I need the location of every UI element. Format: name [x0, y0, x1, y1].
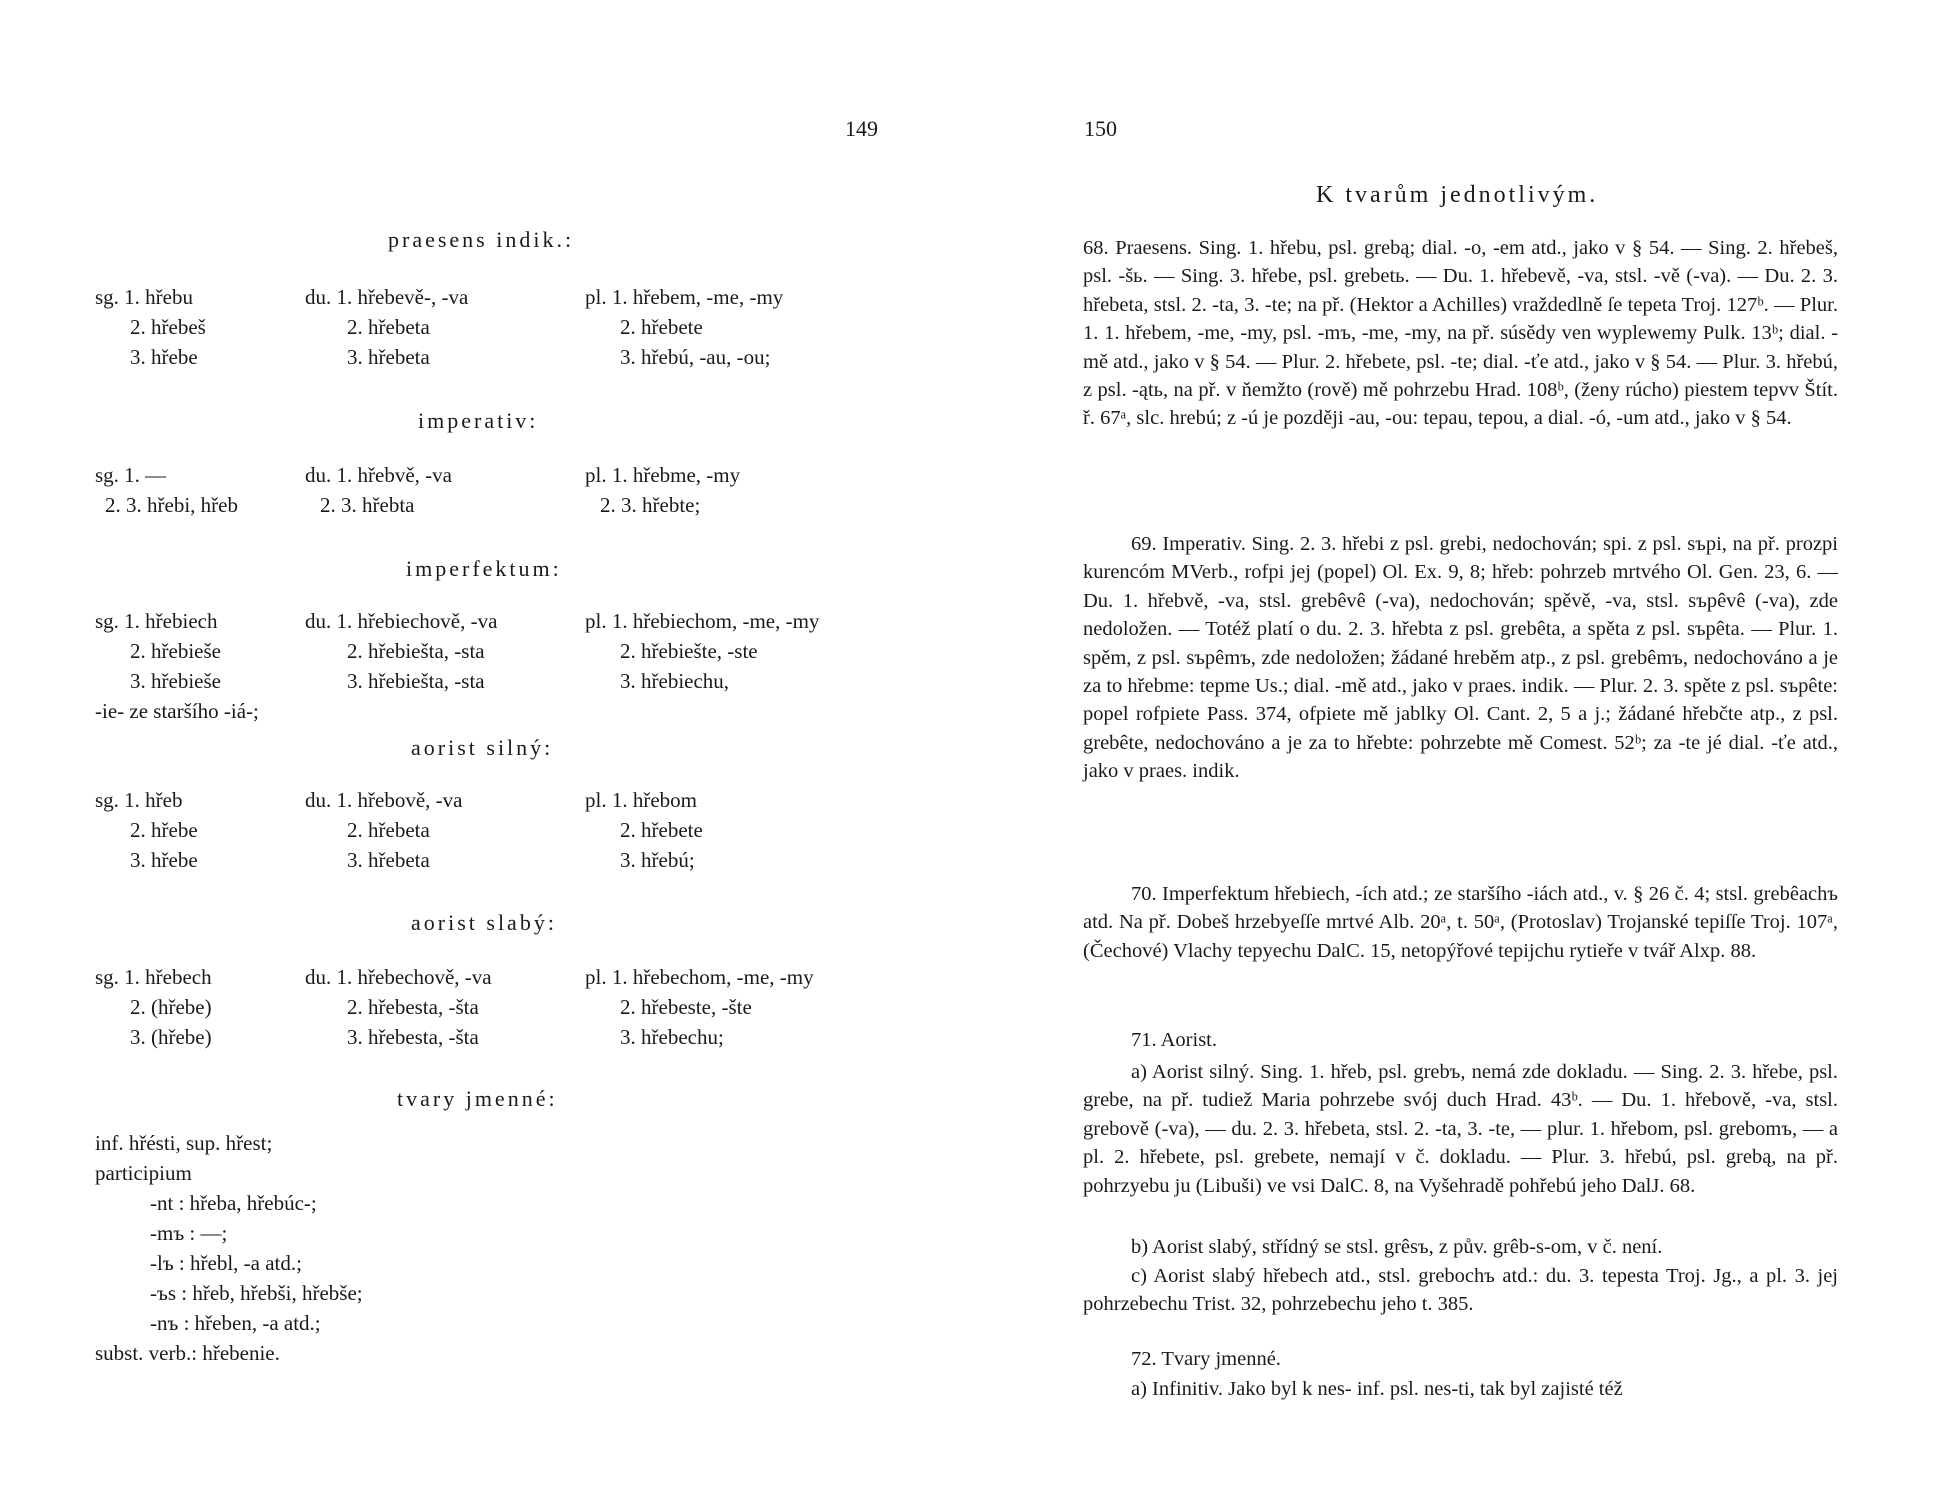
cell: 3. hřebú, -au, -ou; — [620, 345, 771, 369]
cell: pl. 1. hřebiechom, -me, -my — [585, 609, 820, 633]
heading-imperfektum: imperfektum: — [406, 556, 562, 581]
paragraph-71b: b) Aorist slabý, střídný se stsl. grêsъ, z pův. grêb-s-om, v č. není. — [1131, 1236, 1663, 1258]
paragraph-72a: a) Infinitiv. Jako byl k nes- inf. psl. nes-ti, tak byl zajisté též — [1131, 1378, 1623, 1400]
line: participium — [95, 1161, 192, 1185]
cell: 3. hřebeta — [347, 848, 430, 872]
cell: 3. hřebe — [130, 848, 198, 872]
cell: 2. 3. hřebta — [320, 493, 415, 517]
cell: sg. 1. — — [95, 463, 167, 487]
cell: 3. hřebú; — [620, 848, 695, 872]
page-title: K tvarům jednotlivým. — [1316, 182, 1599, 208]
cell: pl. 1. hřebem, -me, -my — [585, 285, 784, 309]
cell: 3. hřebe — [130, 345, 198, 369]
cell: 2. hřebeta — [347, 315, 430, 339]
heading-aorist-slaby: aorist slabý: — [411, 910, 557, 935]
cell: pl. 1. hřebechom, -me, -my — [585, 965, 814, 989]
cell: du. 1. hřebiechově, -va — [305, 609, 498, 633]
cell: sg. 1. hřeb — [95, 788, 183, 812]
heading-imperativ: imperativ: — [418, 408, 539, 433]
paragraph-71a: a) Aorist silný. Sing. 1. hřeb, psl. grebъ, nemá zde dokladu. — Sing. 2. 3. hřebe, psl. grebe, na př. tudiež Maria pohrzebe svój duch Hrad. 43ᵇ. — Du. 1. hřebově, -va, stsl. grebově (-va), — du. 2. 3. hřebeta, stsl. 2. -ta, 3. -te, — plur. 1. hřebom, psl. grebomъ, — a pl. 2. hřebete, psl. grebete, nemají v č. dokladu. — Plur. 3. hřebú, psl. grebą, na př. pohrzyebu ju (Libuši) ve vsi DalC. 8, na Vyšehradě pohřebú jeho DalJ. 68. — [1083, 1061, 1838, 1197]
cell: pl. 1. hřebme, -my — [585, 463, 741, 487]
cell: 2. hřebeta — [347, 818, 430, 842]
heading-tvary-jmenne: tvary jmenné: — [397, 1086, 558, 1111]
cell: 2. hřebiešta, -sta — [347, 639, 485, 663]
cell: 2. hřebete — [620, 315, 703, 339]
line: -nt : hřeba, hřebúc-; — [150, 1191, 317, 1215]
cell: 3. hřebesta, -šta — [347, 1025, 479, 1049]
cell: 3. hřebeta — [347, 345, 430, 369]
line: subst. verb.: hřebenie. — [95, 1341, 280, 1365]
heading-aorist-silny: aorist silný: — [411, 735, 554, 760]
nominal-forms-list — [95, 1128, 363, 1368]
paragraph-71c: c) Aorist slabý hřebech atd., stsl. grebochъ atd.: du. 3. tepesta Troj. Jg., a pl. 3. jej pohrzebechu Trist. 32, pohrzebechu jeho t. 385. — [1083, 1265, 1838, 1316]
cell: 2. 3. hřebi, hřeb — [105, 493, 238, 517]
cell: 3. hřebieše — [130, 669, 221, 693]
line: inf. hřésti, sup. hřest; — [95, 1131, 273, 1155]
page-number-right: 150 — [1084, 116, 1117, 141]
cell: 2. hřebe — [130, 818, 198, 842]
right-page — [976, 0, 1952, 1500]
cell: du. 1. hřebvě, -va — [305, 463, 452, 487]
line: -lъ : hřebl, -a atd.; — [150, 1251, 302, 1275]
heading-praesens: praesens indik.: — [388, 227, 575, 252]
line: -mъ : —; — [150, 1221, 228, 1245]
paragraph-72-heading: 72. Tvary jmenné. — [1131, 1348, 1281, 1370]
cell: 2. 3. hřebte; — [600, 493, 701, 517]
cell: du. 1. hřebechově, -va — [305, 965, 492, 989]
cell: sg. 1. hřebech — [95, 965, 212, 989]
cell: 3. hřebiechu, — [620, 669, 730, 693]
cell: sg. 1. hřebiech — [95, 609, 218, 633]
page-number-left: 149 — [845, 116, 878, 141]
paragraph-68: 68. Praesens. Sing. 1. hřebu, psl. grebą; dial. -o, -em atd., jako v § 54. — Sing. 2. hřebeš, psl. -šь. — Sing. 3. hřebe, psl. grebetь. — Du. 1. hřebevě, -va, stsl. -vě (-va). — Du. 2. 3. hřebeta, stsl. 2. -ta, 3. -te; na př. (Hektor a Achilles) vraždedlně ſe tepeta Troj. 127ᵇ. — Plur. 1. 1. hřebem, -me, -my, psl. -mъ, -me, -my, na př. súsědy ven wyplewemy Pulk. 13ᵇ; dial. -mě atd., jako v § 54. — Plur. 2. hřebete, psl. -te; dial. -ťe atd., jako v § 54. — Plur. 3. hřebú, z psl. -ątь, na př. v ňemžto (rově) mě pohrzebu Hrad. 108ᵇ, (ženy rúcho) piestem tepvv Štít. ř. 67ᵃ, slc. hrebú; z -ú je později -au, -ou: tepau, tepou, a dial. -ó, -um atd., jako v § 54. — [1083, 237, 1838, 430]
cell: 2. hřebiešte, -ste — [620, 639, 758, 663]
cell: 2. hřebeš — [130, 315, 206, 339]
paragraph-69: 69. Imperativ. Sing. 2. 3. hřebi z psl. grebi, nedochován; spi. z psl. sъpi, na př. prozpi kurencóm MVerb., rofpi jej (popel) Ol. Ex. 9, 8; hřeb: pohrzeb mrtvého Ol. Gen. 23, 6. — Du. 1. hřebvě, -va, stsl. grebêvê (-va), nedochován; spěvě, -va, stsl. sъpêvê (-va), zde nedoložen. — Totéž platí o du. 2. 3. hřebta z psl. grebêta, a spěta z psl. sъpêta. — Plur. 1. spěm, z psl. sъpêmъ, zde nedoložen; žádané hreběm atp., z psl. grebêmъ, nedochováno a je za to hřebme: tepme Us.; dial. -mě atd., jako v praes. indik. — Plur. 2. 3. spěte z psl. sъpête: popel rofpiete Pass. 374, ofpiete mě jablky Ol. Cant. 2, 5 a j.; žádané hřebčte atp., z psl. grebête, nedochováno a je za to hřebte: pohrzebte mě Comest. 52ᵇ; za -te jé dial. -ťe atd., jako v praes. indik. — [1083, 533, 1838, 783]
cell: 3. (hřebe) — [130, 1025, 212, 1049]
line: -ъs : hřeb, hřebši, hřebše; — [150, 1281, 363, 1305]
cell: sg. 1. hřebu — [95, 285, 193, 309]
line: -nъ : hřeben, -a atd.; — [150, 1311, 321, 1335]
cell: 3. hřebechu; — [620, 1025, 724, 1049]
cell: 2. hřebesta, -šta — [347, 995, 479, 1019]
cell: du. 1. hřebevě-, -va — [305, 285, 469, 309]
cell: 2. hřebieše — [130, 639, 221, 663]
cell: 3. hřebiešta, -sta — [347, 669, 485, 693]
note: -ie- ze staršího -iá-; — [95, 699, 259, 723]
paragraph-70: 70. Imperfektum hřebiech, -ích atd.; ze staršího -iách atd., v. § 26 č. 4; stsl. grebêachъ atd. Na př. Dobeš hrzebyeſſe mrtvé Alb. 20ᵃ, t. 50ᵃ, (Protoslav) Trojanské tepiſſe Troj. 107ᵃ, (Čechové) Vlachy tepyechu DalC. 15, netopýřové tepijchu rytieře v tvář Alxp. 88. — [1083, 883, 1838, 962]
cell: 2. hřebete — [620, 818, 703, 842]
cell: 2. (hřebe) — [130, 995, 212, 1019]
paragraph-71-heading: 71. Aorist. — [1131, 1029, 1217, 1051]
cell: du. 1. hřebově, -va — [305, 788, 463, 812]
cell: 2. hřebeste, -šte — [620, 995, 752, 1019]
cell: pl. 1. hřebom — [585, 788, 697, 812]
